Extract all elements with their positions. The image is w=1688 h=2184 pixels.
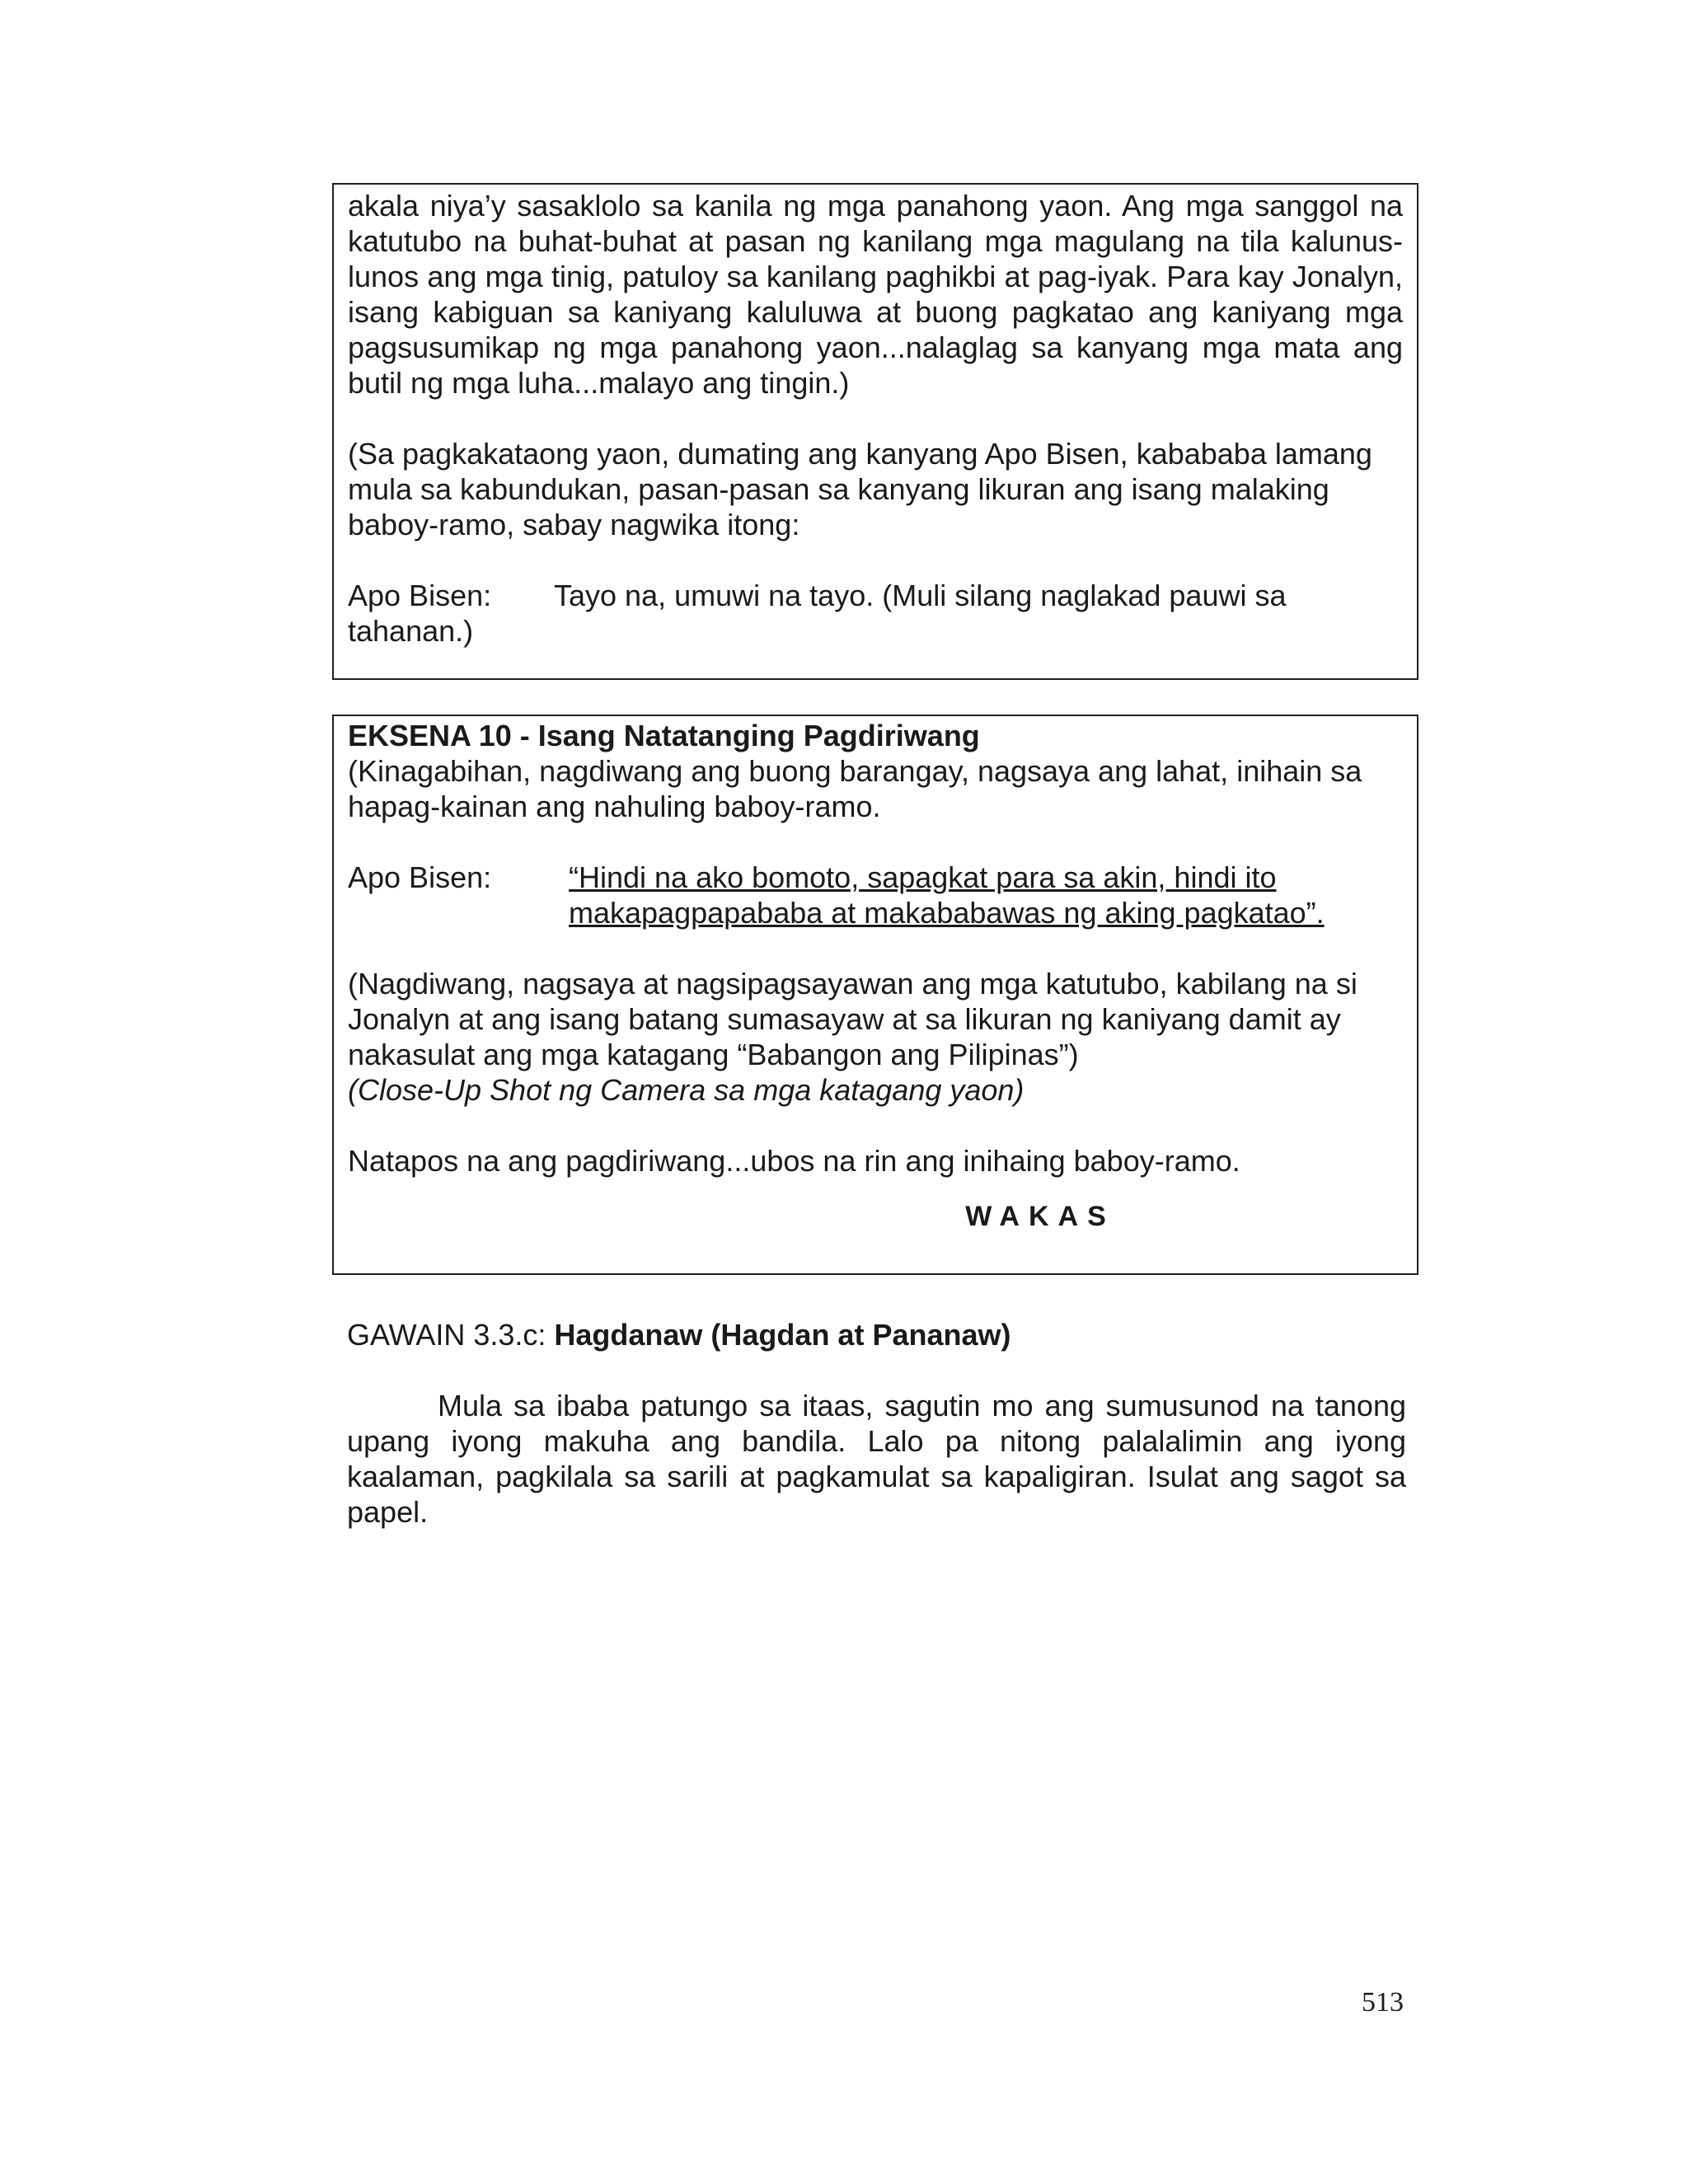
dialogue-line: Tayo na, umuwi na tayo. (Muli silang naglakad pauwi sa — [554, 579, 1287, 612]
scene-intro: (Kinagabihan, nagdiwang ang buong barangay, nagsaya ang lahat, inihain sa hapag-kainan ang nahuling baboy-ramo. — [348, 754, 1362, 823]
script-box-scene-10 — [332, 715, 1418, 1275]
dialogue-block — [348, 578, 1403, 649]
narration-paragraph: (Nagdiwang, nagsaya at nagsipagsayawan ang mga katutubo, kabilang na si Jonalyn at ang isang batang sumasayaw at sa likuran ng kaniyang damit ay nakasulat ang mga katagang “Babangon ang Pilipinas”) — [348, 967, 1357, 1071]
ending-title: WAKAS — [965, 1201, 1115, 1232]
dialogue-line-continued: tahanan.) — [348, 614, 474, 648]
activity-name: Hagdanaw (Hagdan at Pananaw) — [554, 1318, 1011, 1352]
script-box-continuation — [332, 183, 1418, 680]
activity-label: GAWAIN 3.3.c: — [347, 1318, 555, 1352]
dialogue-quote: “Hindi na ako bomoto, sapagkat para sa akin, hindi ito makapagpapababa at makababawas ng aking pagkatao”. — [569, 860, 1325, 930]
activity-title — [347, 1317, 1011, 1352]
dialogue-row — [348, 578, 1403, 613]
narration-paragraph: akala niya’y sasaklolo sa kanila ng mga panahong yaon. Ang mga sanggol na katutubo na buhat-buhat at pasan ng kanilang mga magulang na tila kalunus-lunos ang mga tinig, patuloy sa kanilang paghikbi at pag-iyak. Para kay Jonalyn, isang kabiguan sa kaniyang kaluluwa at buong pagkatao ang kaniyang mga pagsusumikap ng mga panahong yaon...nalaglag sa kanyang mga mata ang butil ng mga luha...malayo ang tingin.) — [348, 189, 1403, 400]
narration-paragraph: (Sa pagkakataong yaon, dumating ang kanyang Apo Bisen, kabababa lamang mula sa kabundukan, pasan-pasan sa kanyang likuran ang isang malaking baboy-ramo, sabay nagwika itong: — [348, 437, 1372, 541]
speaker-name: Apo Bisen: — [348, 860, 492, 894]
dialogue-row — [348, 860, 1403, 930]
activity-instruction: Mula sa ibaba patungo sa itaas, sagutin mo ang sumusunod na tanong upang iyong makuha ang bandila. Lalo pa nitong palalalimin ang iyong kaalaman, pagkilala sa sarili at pagkamulat sa kapaligiran. Isulat ang sagot sa papel. — [347, 1389, 1406, 1529]
camera-note: (Close-Up Shot ng Camera sa mga katagang yaon) — [348, 1073, 1025, 1107]
page-number: 513 — [1362, 1987, 1404, 2018]
scene-heading: EKSENA 10 - Isang Natatanging Pagdiriwang — [348, 719, 980, 752]
narration-paragraph: Natapos na ang pagdiriwang...ubos na rin ang inihaing baboy-ramo. — [348, 1144, 1240, 1178]
speaker-name: Apo Bisen: — [348, 579, 492, 612]
